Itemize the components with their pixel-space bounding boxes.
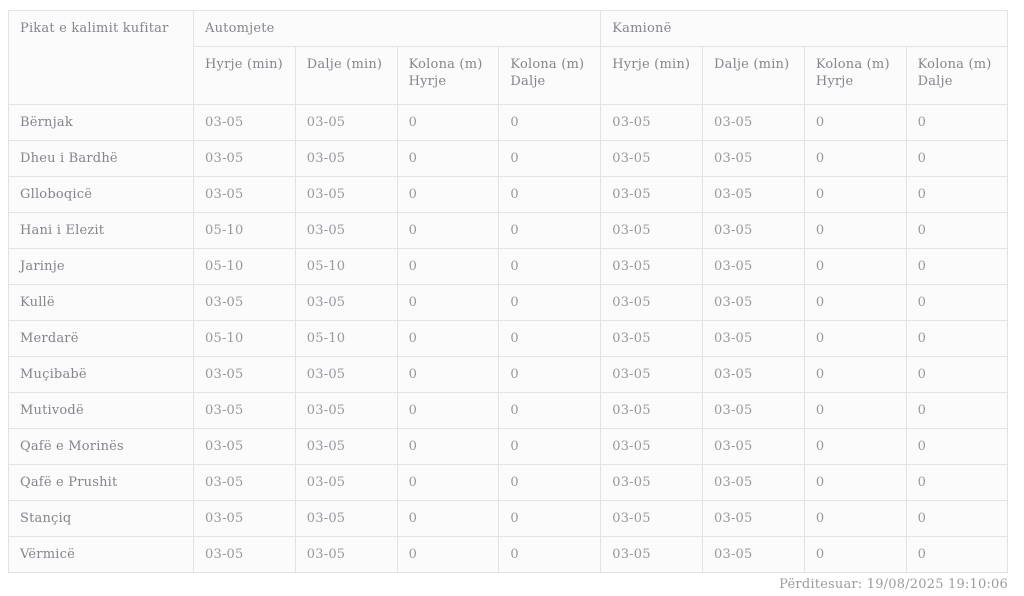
- table-row: [9, 177, 1008, 213]
- crossing-point-name: Bërnjak: [9, 105, 194, 141]
- column-header-trucks-queue-exit: Kolona (m) Dalje: [906, 47, 1008, 105]
- value-cell: 0: [499, 465, 601, 501]
- value-cell: 03-05: [703, 357, 805, 393]
- value-cell: 0: [499, 105, 601, 141]
- value-cell: 03-05: [194, 105, 296, 141]
- value-cell: 03-05: [601, 537, 703, 573]
- value-cell: 0: [397, 177, 499, 213]
- column-header-vehicles-exit: Dalje (min): [295, 47, 397, 105]
- value-cell: 03-05: [601, 321, 703, 357]
- value-cell: 0: [499, 249, 601, 285]
- value-cell: 0: [804, 321, 906, 357]
- table-row: [9, 357, 1008, 393]
- table-row: [9, 429, 1008, 465]
- value-cell: 0: [499, 285, 601, 321]
- table-row: [9, 501, 1008, 537]
- value-cell: 0: [804, 213, 906, 249]
- value-cell: 0: [397, 249, 499, 285]
- value-cell: 0: [906, 285, 1008, 321]
- value-cell: 03-05: [703, 537, 805, 573]
- value-cell: 03-05: [601, 213, 703, 249]
- value-cell: 05-10: [194, 249, 296, 285]
- value-cell: 03-05: [295, 177, 397, 213]
- value-cell: 0: [906, 357, 1008, 393]
- crossing-point-name: Jarinje: [9, 249, 194, 285]
- table-row: [9, 105, 1008, 141]
- table-row: [9, 465, 1008, 501]
- value-cell: 03-05: [194, 537, 296, 573]
- value-cell: 0: [397, 321, 499, 357]
- last-updated-text: Përditesuar: 19/08/2025 19:10:06: [779, 577, 1008, 592]
- value-cell: 03-05: [194, 393, 296, 429]
- column-group-trucks: Kamionë: [601, 11, 1008, 47]
- value-cell: 03-05: [703, 105, 805, 141]
- value-cell: 0: [804, 429, 906, 465]
- value-cell: 0: [804, 177, 906, 213]
- crossing-point-name: Hani i Elezit: [9, 213, 194, 249]
- value-cell: 03-05: [601, 429, 703, 465]
- value-cell: 0: [906, 249, 1008, 285]
- value-cell: 0: [397, 537, 499, 573]
- column-header-trucks-entry: Hyrje (min): [601, 47, 703, 105]
- value-cell: 03-05: [601, 357, 703, 393]
- value-cell: 03-05: [295, 465, 397, 501]
- table-row: [9, 285, 1008, 321]
- value-cell: 0: [804, 357, 906, 393]
- column-header-trucks-queue-entry: Kolona (m) Hyrje: [804, 47, 906, 105]
- value-cell: 0: [804, 465, 906, 501]
- value-cell: 03-05: [295, 393, 397, 429]
- value-cell: 03-05: [295, 501, 397, 537]
- value-cell: 0: [906, 105, 1008, 141]
- value-cell: 03-05: [703, 213, 805, 249]
- value-cell: 0: [397, 357, 499, 393]
- value-cell: 03-05: [601, 393, 703, 429]
- value-cell: 0: [906, 429, 1008, 465]
- crossing-point-name: Dheu i Bardhë: [9, 141, 194, 177]
- value-cell: 0: [397, 393, 499, 429]
- value-cell: 0: [499, 141, 601, 177]
- value-cell: 03-05: [194, 429, 296, 465]
- value-cell: 03-05: [295, 429, 397, 465]
- crossing-point-name: Glloboqicë: [9, 177, 194, 213]
- column-group-vehicles: Automjete: [194, 11, 601, 47]
- column-header-crossing-points: Pikat e kalimit kufitar: [9, 11, 194, 105]
- value-cell: 03-05: [703, 141, 805, 177]
- value-cell: 0: [397, 429, 499, 465]
- value-cell: 03-05: [295, 105, 397, 141]
- table-header: [9, 11, 1008, 105]
- value-cell: 03-05: [194, 141, 296, 177]
- value-cell: 0: [804, 249, 906, 285]
- value-cell: 0: [499, 177, 601, 213]
- crossing-point-name: Mutivodë: [9, 393, 194, 429]
- value-cell: 0: [499, 321, 601, 357]
- table-row: [9, 537, 1008, 573]
- border-crossings-table: [8, 10, 1008, 573]
- crossing-point-name: Stançiq: [9, 501, 194, 537]
- column-header-vehicles-queue-exit: Kolona (m) Dalje: [499, 47, 601, 105]
- value-cell: 0: [397, 501, 499, 537]
- value-cell: 03-05: [601, 141, 703, 177]
- crossing-point-name: Merdarë: [9, 321, 194, 357]
- table-row: [9, 393, 1008, 429]
- value-cell: 0: [499, 501, 601, 537]
- value-cell: 03-05: [703, 321, 805, 357]
- value-cell: 05-10: [194, 213, 296, 249]
- value-cell: 0: [804, 141, 906, 177]
- value-cell: 0: [906, 321, 1008, 357]
- value-cell: 0: [906, 213, 1008, 249]
- value-cell: 0: [906, 141, 1008, 177]
- value-cell: 03-05: [601, 465, 703, 501]
- value-cell: 03-05: [194, 465, 296, 501]
- value-cell: 05-10: [295, 321, 397, 357]
- value-cell: 03-05: [703, 429, 805, 465]
- value-cell: 0: [804, 393, 906, 429]
- value-cell: 0: [397, 465, 499, 501]
- value-cell: 0: [499, 357, 601, 393]
- value-cell: 03-05: [194, 177, 296, 213]
- value-cell: 0: [397, 105, 499, 141]
- table-row: [9, 321, 1008, 357]
- value-cell: 0: [906, 393, 1008, 429]
- value-cell: 03-05: [295, 537, 397, 573]
- value-cell: 0: [906, 537, 1008, 573]
- value-cell: 0: [499, 213, 601, 249]
- value-cell: 03-05: [601, 177, 703, 213]
- column-header-vehicles-queue-entry: Kolona (m) Hyrje: [397, 47, 499, 105]
- value-cell: 0: [499, 393, 601, 429]
- value-cell: 0: [397, 213, 499, 249]
- value-cell: 0: [906, 177, 1008, 213]
- value-cell: 0: [804, 501, 906, 537]
- value-cell: 0: [804, 285, 906, 321]
- value-cell: 0: [397, 141, 499, 177]
- value-cell: 0: [397, 285, 499, 321]
- value-cell: 03-05: [601, 285, 703, 321]
- value-cell: 03-05: [703, 465, 805, 501]
- value-cell: 0: [906, 501, 1008, 537]
- table-row: [9, 213, 1008, 249]
- value-cell: 03-05: [601, 501, 703, 537]
- crossing-point-name: Qafë e Morinës: [9, 429, 194, 465]
- table-body: [9, 105, 1008, 573]
- column-header-vehicles-entry: Hyrje (min): [194, 47, 296, 105]
- value-cell: 03-05: [295, 285, 397, 321]
- value-cell: 05-10: [194, 321, 296, 357]
- value-cell: 03-05: [703, 249, 805, 285]
- crossing-point-name: Muçibabë: [9, 357, 194, 393]
- value-cell: 0: [499, 537, 601, 573]
- table-row: [9, 141, 1008, 177]
- header-group-row: [9, 11, 1008, 47]
- table-row: [9, 249, 1008, 285]
- crossing-point-name: Vërmicë: [9, 537, 194, 573]
- value-cell: 0: [804, 537, 906, 573]
- value-cell: 03-05: [295, 141, 397, 177]
- crossing-point-name: Qafë e Prushit: [9, 465, 194, 501]
- value-cell: 0: [804, 105, 906, 141]
- value-cell: 03-05: [295, 213, 397, 249]
- value-cell: 03-05: [194, 501, 296, 537]
- value-cell: 0: [906, 465, 1008, 501]
- value-cell: 03-05: [703, 501, 805, 537]
- value-cell: 03-05: [194, 285, 296, 321]
- value-cell: 0: [499, 429, 601, 465]
- value-cell: 05-10: [295, 249, 397, 285]
- value-cell: 03-05: [601, 105, 703, 141]
- column-header-trucks-exit: Dalje (min): [703, 47, 805, 105]
- value-cell: 03-05: [295, 357, 397, 393]
- value-cell: 03-05: [601, 249, 703, 285]
- value-cell: 03-05: [194, 357, 296, 393]
- value-cell: 03-05: [703, 285, 805, 321]
- crossing-point-name: Kullë: [9, 285, 194, 321]
- value-cell: 03-05: [703, 177, 805, 213]
- value-cell: 03-05: [703, 393, 805, 429]
